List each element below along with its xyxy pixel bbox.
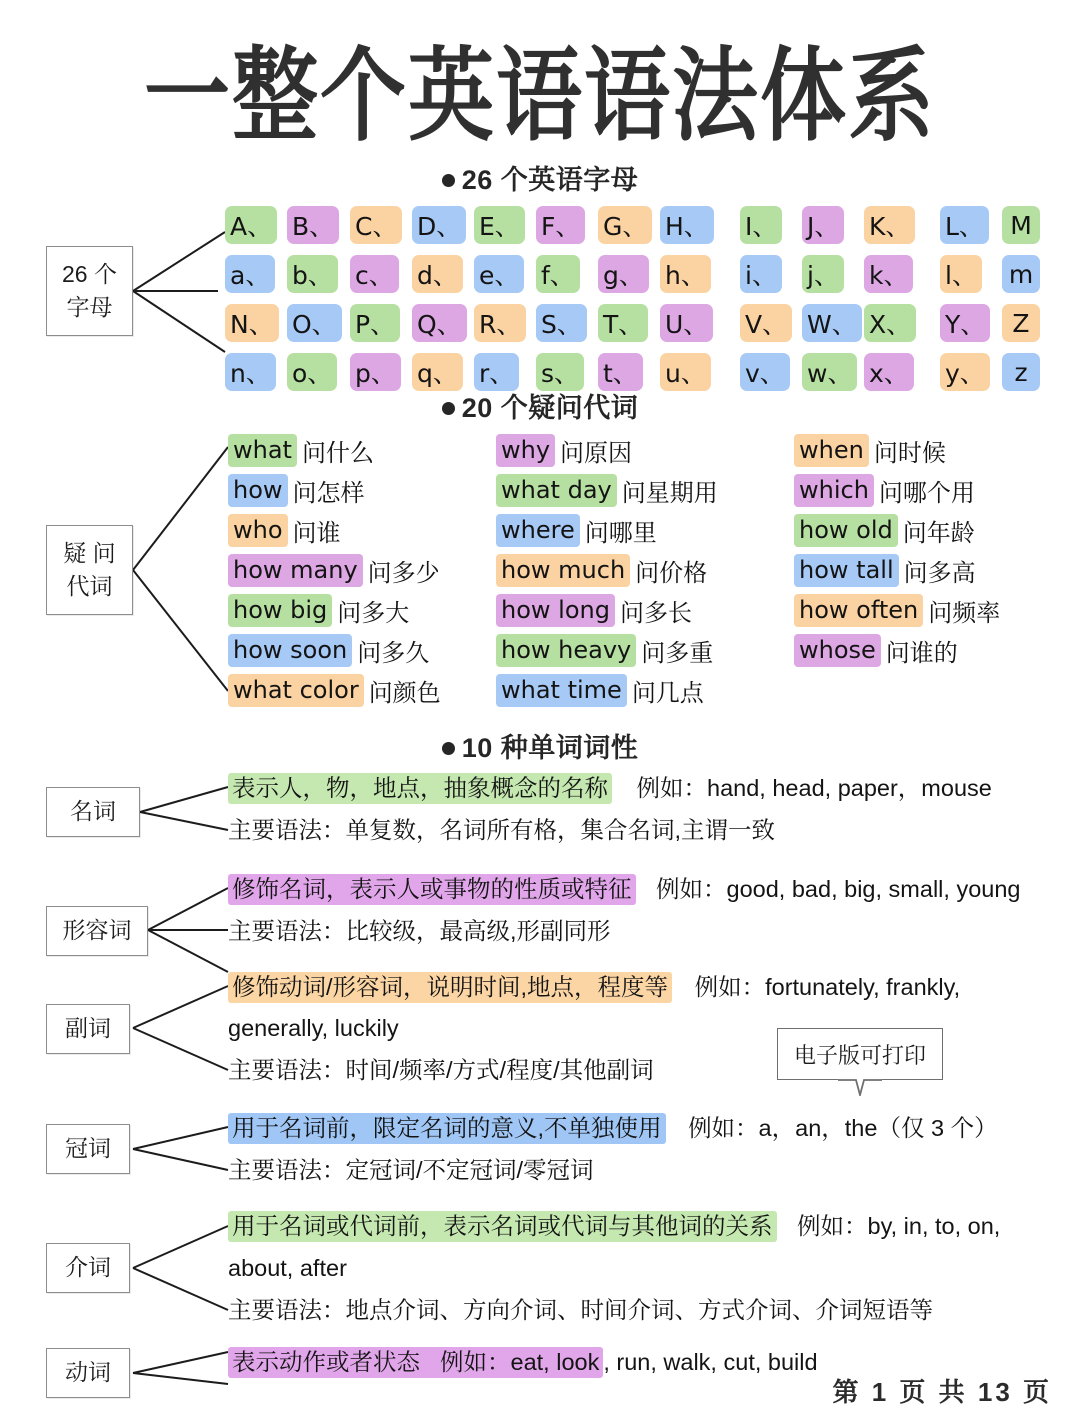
letter-tile: F、 — [536, 206, 585, 244]
question-word-item — [794, 510, 1000, 550]
question-word-item — [496, 430, 718, 470]
question-word-item — [496, 630, 718, 670]
page-title: 一整个英语语法体系 — [144, 37, 936, 156]
question-word-item — [228, 430, 441, 470]
letter-tile: X、 — [864, 304, 916, 342]
question-word: how much — [496, 554, 630, 587]
question-word-column — [794, 430, 1000, 670]
question-word: who — [228, 514, 288, 547]
question-word-item — [228, 590, 441, 630]
preposition-example-2: about, after — [228, 1255, 347, 1281]
question-word-item — [794, 550, 1000, 590]
question-word: what — [228, 434, 297, 467]
question-word: how big — [228, 594, 332, 627]
letter-tile: t、 — [598, 353, 643, 391]
letter-tile: A、 — [225, 206, 277, 244]
letter-tile: i、 — [740, 255, 782, 293]
alphabet-row — [225, 304, 1080, 344]
question-word-item — [496, 670, 718, 710]
question-word-meaning: 问多高 — [903, 559, 976, 587]
question-word-meaning: 问年龄 — [902, 519, 975, 547]
letter-tile: h、 — [660, 255, 711, 293]
letter-tile: e、 — [474, 255, 524, 293]
question-word-column — [496, 430, 718, 710]
label-box-article: 冠词 — [46, 1124, 130, 1174]
question-word-meaning: 问怎样 — [292, 479, 365, 507]
letter-tile: J、 — [802, 206, 844, 244]
label-box-adjective: 形容词 — [46, 906, 148, 956]
letter-tile: P、 — [350, 304, 400, 342]
question-word: how long — [496, 594, 615, 627]
article-grammar: 主要语法：定冠词/不定冠词/零冠词 — [228, 1157, 594, 1183]
question-word: whose — [794, 634, 881, 667]
letter-tile: U、 — [660, 304, 713, 342]
label-box-preposition: 介词 — [46, 1243, 130, 1293]
letter-tile: n、 — [225, 353, 276, 391]
question-word-meaning: 问多大 — [337, 599, 410, 627]
letter-tile: O、 — [287, 304, 342, 342]
question-word: which — [794, 474, 874, 507]
letter-tile: v、 — [740, 353, 790, 391]
verb-description-line — [228, 1348, 818, 1377]
section-heading-alphabet: 26 个英语字母 — [0, 158, 1080, 197]
letter-tile: C、 — [350, 206, 402, 244]
question-word-meaning: 问哪里 — [584, 519, 657, 547]
letter-tile: K、 — [864, 206, 915, 244]
letter-tile: Z — [1002, 304, 1040, 342]
preposition-example: 例如：by, in, to, on, — [797, 1213, 1001, 1239]
question-word-meaning: 问什么 — [301, 439, 374, 467]
letter-tile: T、 — [598, 304, 648, 342]
article-example: 例如：a，an，the（仅 3 个） — [688, 1115, 998, 1141]
adverb-description-line — [228, 973, 960, 1002]
page-footer: 第 1 页 共 13 页 — [832, 1377, 1052, 1407]
question-word-meaning: 问价格 — [635, 559, 708, 587]
verb-example-rest: , run, walk, cut, build — [603, 1349, 818, 1375]
question-word-item — [794, 430, 1000, 470]
question-word-meaning: 问时候 — [873, 439, 946, 467]
preposition-grammar: 主要语法：地点介词、方向介词、时间介词、方式介词、介词短语等 — [228, 1297, 933, 1323]
article-description-line — [228, 1114, 998, 1143]
letter-tile: N、 — [225, 304, 279, 342]
label-box-alphabet: 26 个 字母 — [46, 246, 133, 336]
letter-tile: a、 — [225, 255, 275, 293]
question-word-column — [228, 430, 441, 710]
letter-tile: I、 — [740, 206, 782, 244]
question-word-meaning: 问谁 — [292, 519, 341, 547]
letter-tile: M — [1002, 206, 1040, 244]
noun-example: 例如：hand, head, paper，mouse — [636, 775, 992, 801]
question-word-item — [228, 670, 441, 710]
question-word-meaning: 问多长 — [619, 599, 692, 627]
bullet-icon — [442, 174, 455, 187]
question-word: what day — [496, 474, 617, 507]
letter-tile: k、 — [864, 255, 913, 293]
question-word-meaning: 问原因 — [560, 439, 633, 467]
question-word: where — [496, 514, 580, 547]
question-word-item — [496, 470, 718, 510]
section-heading-question-words: 20 个疑问代词 — [0, 386, 1080, 425]
question-word-meaning: 问几点 — [631, 679, 704, 707]
letter-tile: j、 — [802, 255, 844, 293]
question-word: how — [228, 474, 288, 507]
label-box-verb: 动词 — [46, 1348, 130, 1398]
question-word-meaning: 问颜色 — [368, 679, 441, 707]
verb-description-and-example: 表示动作或者状态 例如：eat, look — [228, 1347, 603, 1378]
letter-tile: o、 — [287, 353, 337, 391]
question-word-meaning: 问谁的 — [885, 639, 958, 667]
label-box-noun: 名词 — [46, 787, 140, 837]
question-word: when — [794, 434, 869, 467]
adjective-description: 修饰名词，表示人或事物的性质或特征 — [228, 874, 636, 905]
letter-tile: g、 — [598, 255, 649, 293]
section-heading-word-types: 10 种单词词性 — [0, 726, 1080, 765]
letter-tile: f、 — [536, 255, 580, 293]
question-word-item — [496, 550, 718, 590]
label-box-adverb: 副词 — [46, 1004, 130, 1054]
question-word-item — [794, 630, 1000, 670]
letter-tile: p、 — [350, 353, 401, 391]
letter-tile: u、 — [660, 353, 711, 391]
question-word-meaning: 问哪个用 — [878, 479, 975, 507]
letter-tile: G、 — [598, 206, 652, 244]
question-word: what color — [228, 674, 364, 707]
question-word: how often — [794, 594, 923, 627]
letter-tile: R、 — [474, 304, 526, 342]
letter-tile: x、 — [864, 353, 914, 391]
question-word-meaning: 问多重 — [641, 639, 714, 667]
adverb-example: 例如：fortunately, frankly, — [694, 974, 961, 1000]
letter-tile: H、 — [660, 206, 714, 244]
callout-notch-icon — [838, 1079, 882, 1096]
letter-tile: V、 — [740, 304, 792, 342]
alphabet-row — [225, 206, 1080, 246]
letter-tile: s、 — [536, 353, 584, 391]
letter-tile: m — [1002, 255, 1040, 293]
adjective-example: 例如：good, bad, big, small, young — [656, 876, 1021, 902]
label-box-question-words: 疑 问 代词 — [46, 525, 133, 615]
letter-tile: y、 — [940, 353, 990, 391]
printable-callout: 电子版可打印 — [777, 1028, 943, 1080]
question-word-meaning: 问频率 — [928, 599, 1001, 627]
letter-tile: c、 — [350, 255, 399, 293]
article-description: 用于名词前，限定名词的意义,不单独使用 — [228, 1113, 666, 1144]
question-word-item — [496, 590, 718, 630]
letter-tile: D、 — [412, 206, 466, 244]
letter-tile: W、 — [802, 304, 862, 342]
alphabet-row — [225, 255, 1080, 295]
question-word-item — [228, 630, 441, 670]
question-word: what time — [496, 674, 627, 707]
question-word: how old — [794, 514, 898, 547]
letter-tile: E、 — [474, 206, 525, 244]
letter-tile: l、 — [940, 255, 982, 293]
letter-tile: B、 — [287, 206, 339, 244]
question-word-item — [794, 470, 1000, 510]
adverb-grammar: 主要语法：时间/频率/方式/程度/其他副词 — [228, 1057, 654, 1083]
noun-description-line — [228, 774, 992, 803]
preposition-description: 用于名词或代词前，表示名词或代词与其他词的关系 — [228, 1211, 777, 1242]
bullet-icon — [442, 402, 455, 415]
letter-tile: d、 — [412, 255, 463, 293]
question-word: how many — [228, 554, 363, 587]
alphabet-grid — [225, 206, 1080, 402]
letter-tile: q、 — [412, 353, 463, 391]
adverb-example-2: generally, luckily — [228, 1015, 399, 1041]
question-word-item — [228, 550, 441, 590]
adjective-description-line — [228, 875, 1020, 904]
question-word: why — [496, 434, 555, 467]
adverb-description: 修饰动词/形容词，说明时间,地点，程度等 — [228, 972, 672, 1003]
question-word-item — [228, 470, 441, 510]
noun-description: 表示人，物，地点，抽象概念的名称 — [228, 773, 612, 804]
question-word: how heavy — [496, 634, 636, 667]
letter-tile: w、 — [802, 353, 857, 391]
question-word-meaning: 问星期用 — [621, 479, 718, 507]
preposition-description-line — [228, 1212, 1000, 1241]
noun-grammar: 主要语法：单复数，名词所有格，集合名词,主谓一致 — [228, 817, 776, 843]
adjective-grammar: 主要语法：比较级，最高级,形副同形 — [228, 918, 611, 944]
bullet-icon — [442, 742, 455, 755]
question-word-item — [228, 510, 441, 550]
question-word: how soon — [228, 634, 352, 667]
question-word-item — [794, 590, 1000, 630]
letter-tile: Q、 — [412, 304, 467, 342]
letter-tile: b、 — [287, 255, 338, 293]
question-word-meaning: 问多少 — [367, 559, 440, 587]
letter-tile: L、 — [940, 206, 989, 244]
letter-tile: r、 — [474, 353, 519, 391]
letter-tile: z — [1002, 353, 1040, 391]
question-word-meaning: 问多久 — [357, 639, 430, 667]
question-word-item — [496, 510, 718, 550]
question-word: how tall — [794, 554, 899, 587]
letter-tile: S、 — [536, 304, 587, 342]
letter-tile: Y、 — [940, 304, 990, 342]
